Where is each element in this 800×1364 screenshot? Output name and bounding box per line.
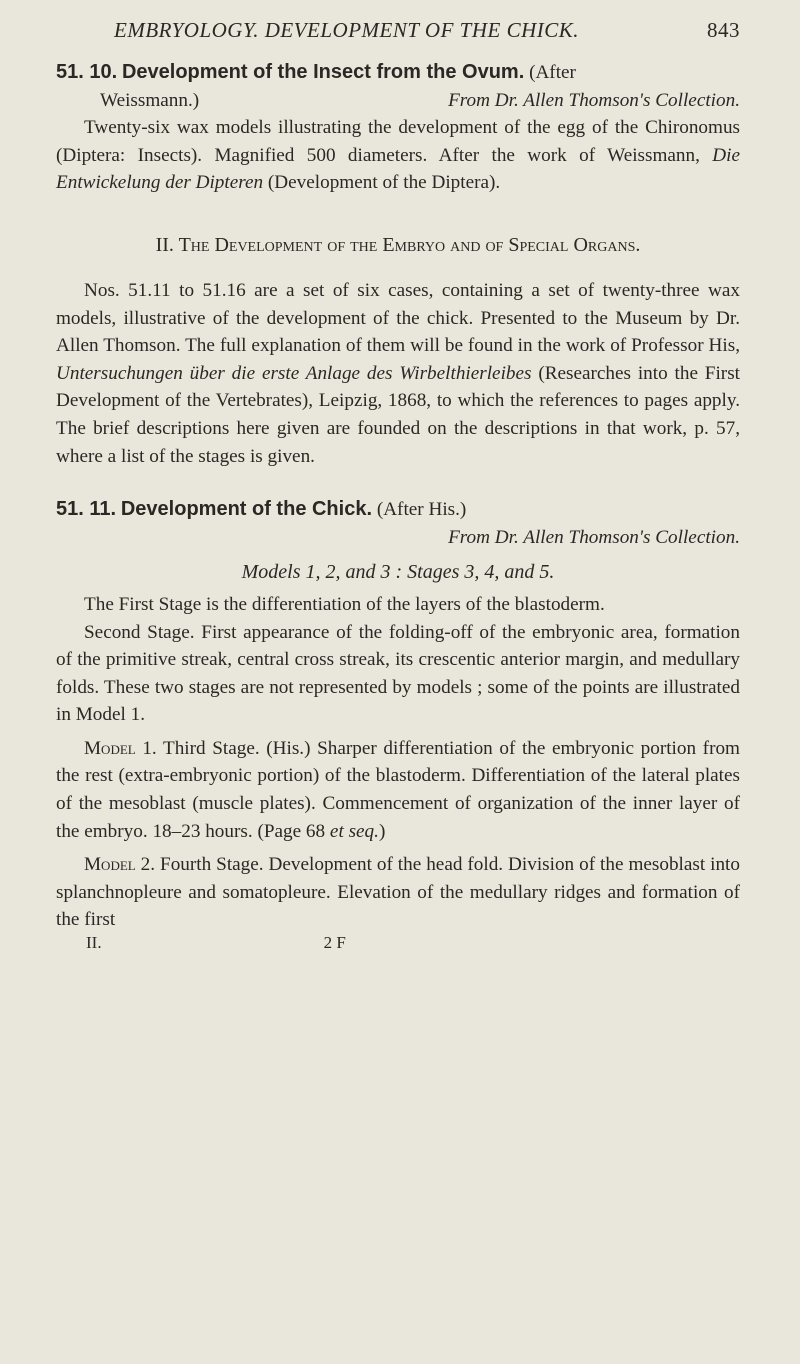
body-text-end: (Development of the Diptera). [263,172,501,194]
model-2-label: Model 2. [84,854,156,876]
running-head-title: EMBRYOLOGY. DEVELOPMENT OF THE CHICK. [114,18,579,42]
entry-51-10-body [56,114,740,197]
entry-51-10-heading [56,59,740,87]
model-2-text: Fourth Stage. Development of the head fold. Division of the mesoblast into splanchnopleure and somatopleure. Elevation of the medullary ridges and formation of the first [56,854,740,931]
models-line: Models 1, 2, and 3 : Stages 3, 4, and 5. [241,561,555,584]
intro-text-a: Nos. 51.11 to 51.16 are a set of six cases, containing a set of twenty-three wax models, illustrative of the development of the chick. Presented to the Museum by Dr. Allen Thomson. The full explanation of them will be found in the work of Professor His, [56,279,740,357]
spacer [56,470,740,496]
body-text: Twenty-six wax models illustrating the development of the egg of the Chironomus (Diptera: Insects). Magnified 500 diameters. After the work of Weissmann, [56,117,740,166]
entry-title: Development of the Chick. [120,498,373,521]
page-number: 843 [707,18,740,42]
first-stage: The First Stage is the differentiation of the layers of the blastoderm. [84,593,605,615]
model-1-text-b: ) [378,820,386,842]
model-1-et-seq: et seq. [329,820,379,842]
signature-mark: 2 F [323,933,346,953]
entry-after: (After [529,62,576,83]
intro-text-b: (Researches into the First Development of the Vertebrates), Leipzig, 1868, to which the references to pages apply. The brief descriptions here given are founded on the descriptions in that work, p. 57, where a list of the stages is given. [56,362,740,467]
entry-51-10-after-line [56,87,740,115]
volume-number: II. [86,933,102,953]
model-1-label: Model 1. [84,737,157,759]
entry-from: From Dr. Allen Thomson's Collection. [448,89,740,111]
entry-title: Development of the Insect from the Ovum. [121,61,525,83]
entry-51-11-heading [56,496,740,524]
book-title: Die Entwickelung der Dipteren [56,144,740,194]
entry-after-cont: Weissmann.) [100,89,200,111]
page-footer [56,934,740,952]
model-2-paragraph [56,851,740,934]
entry-after: (After His.) [376,499,467,521]
section-title: II. The Development of the Embryo and of Special Organs. [155,233,641,256]
model-1-paragraph [56,735,740,845]
entry-from: From Dr. Allen Thomson's Collection. [448,526,740,548]
second-stage: Second Stage. First appearance of the folding-off of the embryonic area, formation of the primitive streak, central cross streak, its crescentic anterior margin, and medullary folds. These two stages are not represented by models ; some of the points are illustrated in Model 1. [56,621,740,726]
running-head [56,18,740,43]
entry-number: 51. 10. [56,61,118,83]
entry-number: 51. 11. [56,498,117,521]
model-1-text-a: Third Stage. (His.) Sharper differentiation of the embryonic portion from the rest (extra-embryonic portion) of the blastoderm. Differentiation of the lateral plates of the mesoblast (muscle plates). Commencement of organization of the inner layer of the embryo. 18–23 hours. (Page 68 [56,737,740,842]
intro-book-title: Untersuchungen über die erste Anlage des Wirbelthierleibes [56,362,532,384]
intro-paragraph [56,277,740,470]
